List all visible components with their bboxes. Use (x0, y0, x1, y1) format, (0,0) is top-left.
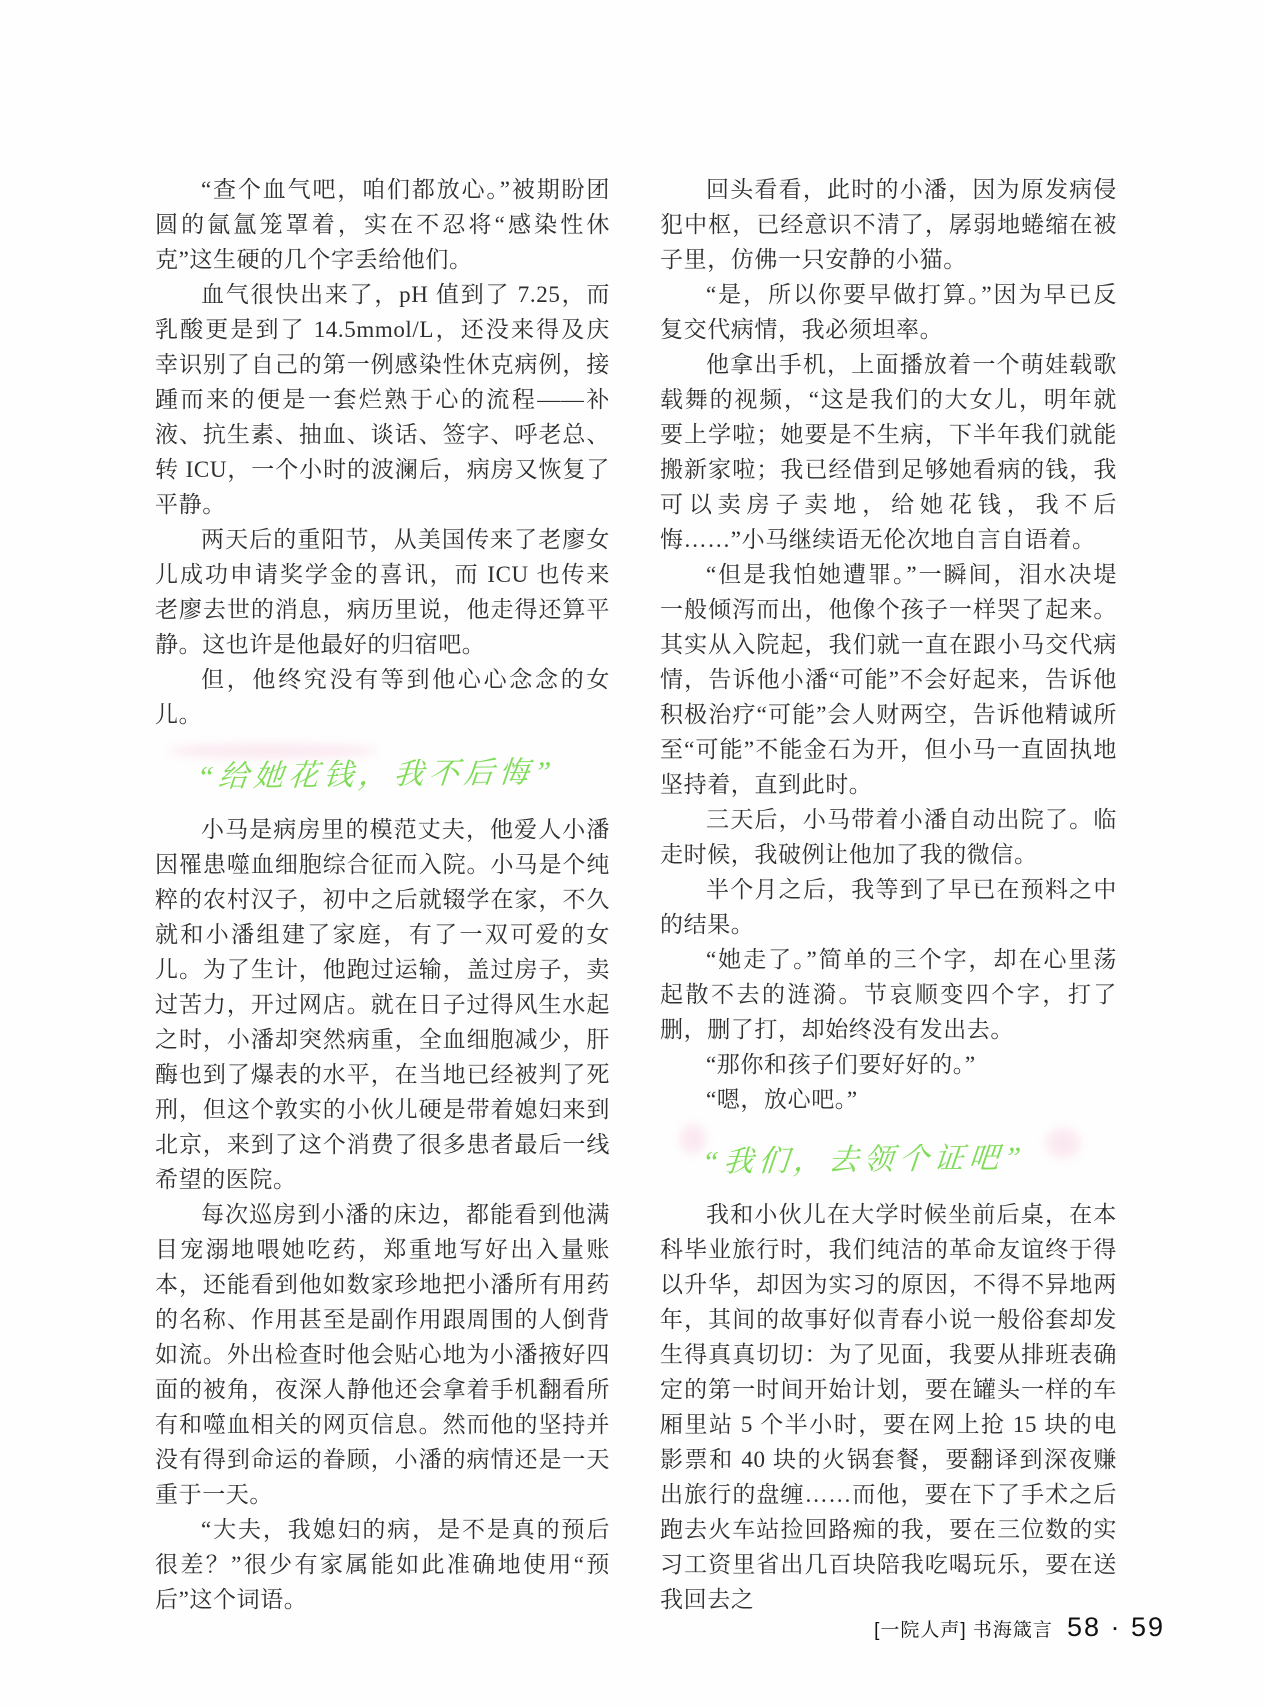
paragraph: “查个血气吧，咱们都放心。”被期盼团圆的氤氲笼罩着，实在不忍将“感染性休克”这生硬的几个字丢给他们。 (155, 177, 610, 272)
paragraph: 两天后的重阳节，从美国传来了老廖女儿成功申请奖学金的喜讯，而 ICU 也传来老廖去世的消息，病历里说，他走得还算平静。这也许是他最好的归宿吧。 (155, 527, 610, 657)
paragraph: 我和小伙儿在大学时候坐前后桌，在本科毕业旅行时，我们纯洁的革命友谊终于得以升华，却因为实习的原因，不得不异地两年，其间的故事好似青春小说一般俗套却发生得真真切切：为了见面，我要从排班表确定的第一时间开始计划，要在罐头一样的车厢里站 5 个半小时，要在网上抢 15 块的电影票和 40 块的火锅套餐，要翻译到深夜赚出旅行的盘缠……而他，要在下了手术之后跑去火车站捡回路痴的我，要在三位数的实习工资里省出几百块陪我吃喝玩乐，要在送我回去之 (660, 1202, 1117, 1612)
paragraph: “嗯，放心吧。” (706, 1087, 858, 1112)
paragraph: 血气很快出来了，pH 值到了 7.25，而乳酸更是到了 14.5mmol/L，还没来得及庆幸识别了自己的第一例感染性休克病例，接踵而来的便是一套烂熟于心的流程——补液、抗生素、抽血、谈话、签字、呼老总、转 ICU，一个小时的波澜后，病房又恢复了平静。 (155, 282, 610, 517)
right-column (660, 172, 1117, 1617)
paragraph: 但，他终究没有等到他心心念念的女儿。 (155, 667, 610, 727)
paragraph: “大夫，我媳妇的病，是不是真的预后很差？”很少有家属能如此准确地使用“预后”这个词语。 (155, 1517, 610, 1612)
page-numbers: 58 · 59 (1066, 1612, 1165, 1642)
handwritten-heading: “我们，去领个证吧” (700, 1141, 1028, 1179)
paragraph: “她走了。”简单的三个字，却在心里荡起散不去的涟漪。节哀顺变四个字，打了删，删了打，却始终没有发出去。 (660, 947, 1117, 1042)
article-body (155, 172, 1117, 1617)
paragraph: “那你和孩子们要好好的。” (706, 1052, 976, 1077)
paragraph: 他拿出手机，上面播放着一个萌娃载歌载舞的视频，“这是我们的大女儿，明年就要上学啦；她要是不生病，下半年我们就能搬新家啦；我已经借到足够她看病的钱，我可以卖房子卖地，给她花钱，我不后悔……”小马继续语无伦次地自言自语着。 (660, 352, 1117, 552)
paragraph: 回头看看，此时的小潘，因为原发病侵犯中枢，已经意识不清了，孱弱地蜷缩在被子里，仿佛一只安静的小猫。 (660, 177, 1117, 272)
paragraph: 小马是病房里的模范丈夫，他爱人小潘因罹患噬血细胞综合征而入院。小马是个纯粹的农村汉子，初中之后就辍学在家，不久就和小潘组建了家庭，有了一双可爱的女儿。为了生计，他跑过运输，盖过房子，卖过苦力，开过网店。就在日子过得风生水起之时，小潘却突然病重，全血细胞减少，肝酶也到了爆表的水平，在当地已经被判了死刑，但这个敦实的小伙儿硬是带着媳妇来到北京，来到了这个消费了很多患者最后一线希望的医院。 (155, 817, 610, 1192)
paragraph: 三天后，小马带着小潘自动出院了。临走时候，我破例让他加了我的微信。 (660, 807, 1117, 867)
footer-column-name: 书海箴言 (972, 1620, 1053, 1641)
paragraph: 半个月之后，我等到了早已在预料之中的结果。 (660, 877, 1117, 937)
footer-section-label (874, 1615, 1053, 1642)
paragraph: 每次巡房到小潘的床边，都能看到他满目宠溺地喂她吃药，郑重地写好出入量账本，还能看到他如数家珍地把小潘所有用药的名称、作用甚至是副作用跟周围的人倒背如流。外出检查时他会贴心地为小潘掖好四面的被角，夜深人静他还会拿着手机翻看所有和噬血相关的网页信息。然而他的坚持并没有得到命运的眷顾，小潘的病情还是一天重于一天。 (155, 1202, 610, 1507)
page-footer (874, 1612, 1165, 1643)
left-column (155, 172, 610, 1617)
footer-bracket-label: [一院人声] (874, 1620, 967, 1641)
paragraph: “但是我怕她遭罪。”一瞬间，泪水决堤一般倾泻而出，他像个孩子一样哭了起来。其实从入院起，我们就一直在跟小马交代病情，告诉他小潘“可能”不会好起来，告诉他积极治疗“可能”会人财两空，告诉他精诚所至“可能”不能金石为开，但小马一直固执地坚持着，直到此时。 (660, 562, 1117, 797)
handwritten-heading: “给她花钱，我不后悔” (195, 755, 558, 794)
paragraph: “是，所以你要早做打算。”因为早已反复交代病情，我必须坦率。 (660, 282, 1117, 342)
